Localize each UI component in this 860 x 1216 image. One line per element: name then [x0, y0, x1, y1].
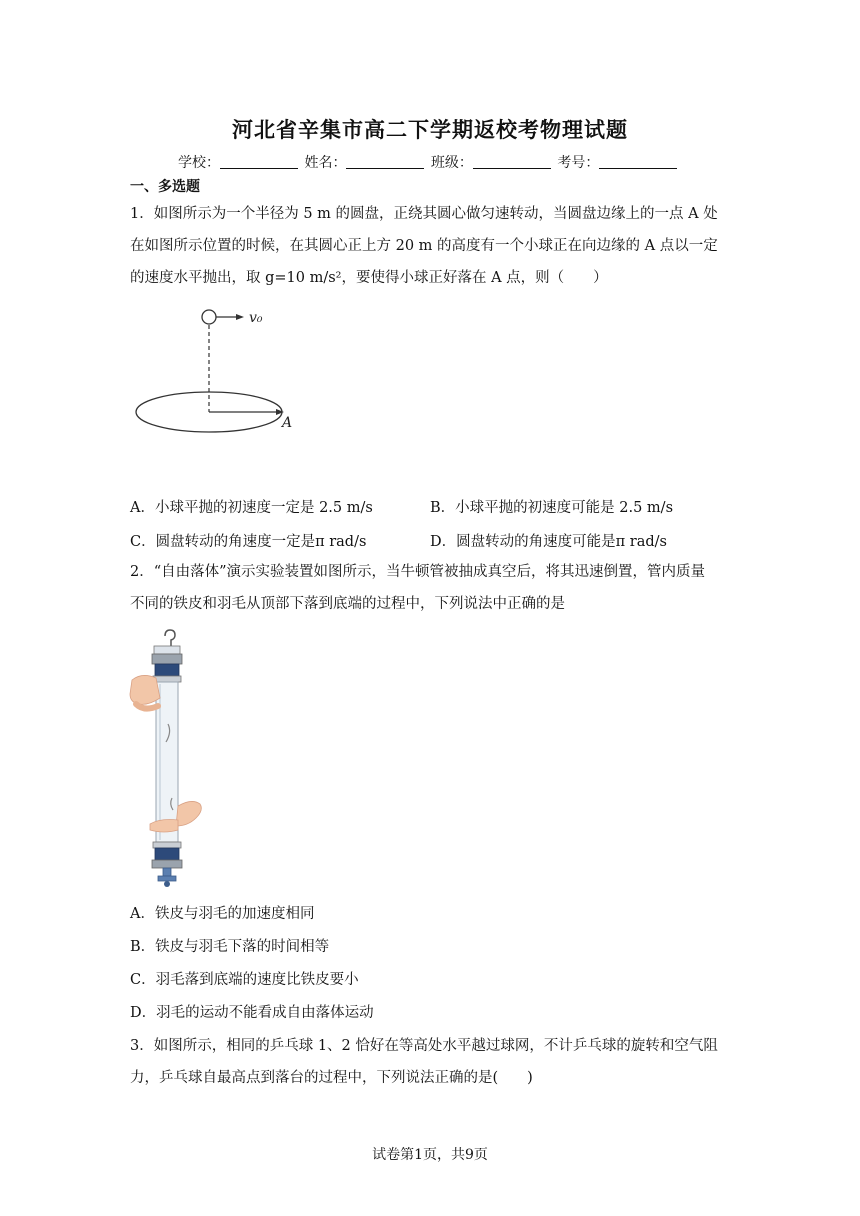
- v0-label: v₀: [249, 310, 263, 326]
- school-label: 学校：: [178, 155, 220, 171]
- class-blank[interactable]: [473, 155, 551, 169]
- student-info-line: [178, 152, 679, 172]
- name-blank[interactable]: [346, 155, 424, 169]
- newton-tube-figure: [128, 628, 208, 890]
- question-2-line: 不同的铁皮和羽毛从顶部下落到底端的过程中，下列说法中正确的是: [130, 596, 565, 612]
- point-a-label: A: [282, 415, 293, 431]
- q1-option-b[interactable]: B．小球平抛的初速度可能是 2.5 m/s: [430, 500, 674, 516]
- section-heading-multiple-choice: 一、多选题: [130, 179, 200, 195]
- q2-option-c[interactable]: C．羽毛落到底端的速度比铁皮要小: [130, 972, 359, 988]
- question-1-line: 1．如图所示为一个半径为 5 m 的圆盘，正绕其圆心做匀速转动，当圆盘边缘上的一点 A 处: [130, 206, 718, 222]
- q2-option-a[interactable]: A．铁皮与羽毛的加速度相同: [130, 906, 315, 922]
- page-title: 河北省辛集市高二下学期返校考物理试题: [232, 118, 628, 142]
- question-1-line: 在如图所示位置的时候，在其圆心正上方 20 m 的高度有一个小球正在向边缘的 A 点以一定: [130, 238, 718, 254]
- exam-no-label: 考号：: [557, 155, 600, 171]
- q2-option-d[interactable]: D．羽毛的运动不能看成自由落体运动: [130, 1005, 374, 1021]
- q2-option-b[interactable]: B．铁皮与羽毛下落的时间相等: [130, 939, 330, 955]
- question-1-text: [130, 198, 730, 294]
- q1-option-a[interactable]: A．小球平抛的初速度一定是 2.5 m/s: [130, 500, 373, 516]
- disc-projectile-figure: [130, 300, 310, 440]
- page-footer: 试卷第1页，共9页: [372, 1147, 488, 1163]
- question-1-line: 的速度水平抛出，取 g=10 m/s²，要使得小球正好落在 A 点，则（ ）: [130, 270, 608, 286]
- question-2-line: 2．“自由落体”演示实验装置如图所示，当牛顿管被抽成真空后，将其迅速倒置，管内质量: [130, 564, 706, 580]
- question-3-line: 力，乒乓球自最高点到落台的过程中，下列说法正确的是( ): [130, 1070, 533, 1086]
- q1-option-d[interactable]: D．圆盘转动的角速度可能是π rad/s: [430, 534, 667, 550]
- question-2-text: [130, 556, 730, 620]
- q1-option-c[interactable]: C．圆盘转动的角速度一定是π rad/s: [130, 534, 367, 550]
- question-3-text: [130, 1030, 730, 1094]
- exam-no-blank[interactable]: [599, 155, 677, 169]
- school-blank[interactable]: [220, 155, 298, 169]
- question-3-line: 3．如图所示，相同的乒乓球 1、2 恰好在等高处水平越过球网，不计乒乓球的旋转和空气阻: [130, 1038, 718, 1054]
- class-label: 班级：: [430, 155, 473, 171]
- name-label: 姓名：: [304, 155, 347, 171]
- ball-icon: [202, 310, 216, 324]
